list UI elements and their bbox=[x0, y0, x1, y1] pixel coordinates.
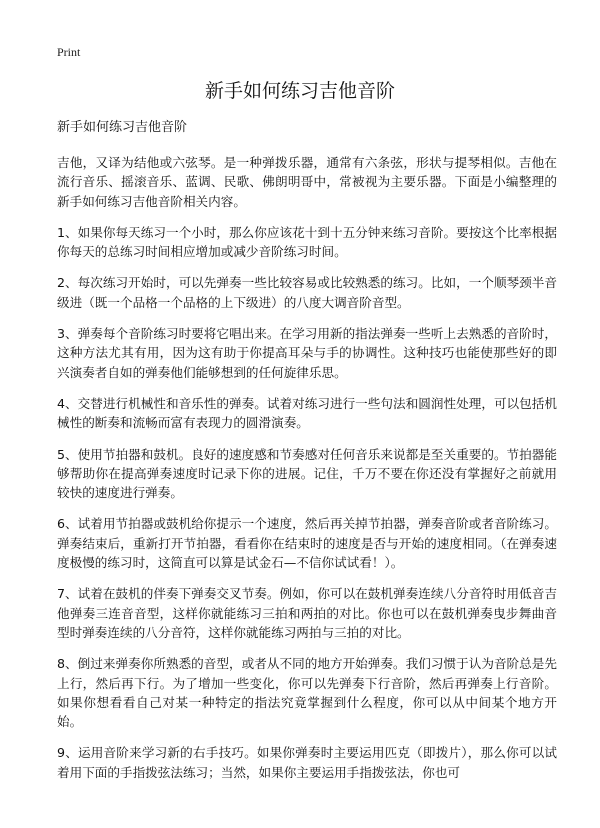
article-title: 新手如何练习吉他音阶 bbox=[204, 80, 395, 102]
article-body bbox=[57, 119, 557, 794]
tip-paragraph-2: 2、每次练习开始时，可以先弹奏一些比较容易或比较熟悉的练习。比如，一个顺琴颈半音级进（既一个品格一个品格的上下级进）的八度大调音阶音型。 bbox=[57, 275, 557, 310]
tip-paragraph-9: 9、运用音阶来学习新的右手技巧。如果你弹奏时主要运用匹克（即拨片），那么你可以试着用下面的手指拨弦法练习；当然，如果你主要运用手指拨弦法，你也可 bbox=[57, 745, 557, 780]
print-link[interactable]: Print bbox=[57, 45, 81, 59]
tip-paragraph-5: 5、使用节拍器和鼓机。良好的速度感和节奏感对任何音乐来说都是至关重要的。节拍器能够帮助你在提高弹奏速度时记录下你的进展。记住，千万不要在你还没有掌握好之前就用较快的速度进行弹奏。 bbox=[57, 446, 557, 501]
tip-paragraph-4: 4、交替进行机械性和音乐性的弹奏。试着对练习进行一些句法和圆润性处理，可以包括机械性的断奏和流畅而富有表现力的圆滑演奏。 bbox=[57, 395, 557, 431]
article-subtitle: 新手如何练习吉他音阶 bbox=[57, 120, 188, 135]
tip-paragraph-8: 8、倒过来弹奏你所熟悉的音型，或者从不同的地方开始弹奏。我们习惯于认为音阶总是先上行，然后再下行。为了增加一些变化，你可以先弹奏下行音阶，然后再弹奏上行音阶。如果你想看看自己对某一种特定的指法究竟掌握到什么程度，你可以从中间某个地方开始。 bbox=[57, 656, 557, 730]
tip-paragraph-7: 7、试着在鼓机的伴奏下弹奏交叉节奏。例如，你可以在鼓机弹奏连续八分音符时用低音吉他弹奏三连音音型，这样你就能练习三拍和两拍的对比。你也可以在鼓机弹奏曳步舞曲音型时弹奏连续的八分音符，这样你就能练习两拍与三拍的对比。 bbox=[57, 586, 557, 640]
intro-paragraph: 吉他，又译为结他或六弦琴。是一种弹拨乐器，通常有六条弦，形状与提琴相似。吉他在流行音乐、摇滚音乐、蓝调、民歌、佛朗明哥中，常被视为主要乐器。下面是小编整理的新手如何练习吉他音阶相关内容。 bbox=[57, 155, 557, 209]
tip-paragraph-3: 3、弹奏每个音阶练习时要将它唱出来。在学习用新的指法弹奏一些听上去熟悉的音阶时，这种方法尤其有用，因为这有助于你提高耳朵与手的协调性。这种技巧也能使那些好的即兴演奏者自如的弹奏他们能够想到的任何旋律乐思。 bbox=[57, 326, 557, 380]
tip-paragraph-1: 1、如果你每天练习一个小时，那么你应该花十到十五分钟来练习音阶。要按这个比率根据你每天的总练习时间相应增加或减少音阶练习时间。 bbox=[57, 224, 557, 260]
tip-paragraph-6: 6、试着用节拍器或鼓机给你提示一个速度，然后再关掉节拍器，弹奏音阶或者音阶练习。弹奏结束后，重新打开节拍器，看看你在结束时的速度是否与开始的速度相同。（在弹奏速度极慢的练习时，这简直可以算是试金石—不信你试试看！）。 bbox=[57, 516, 557, 571]
